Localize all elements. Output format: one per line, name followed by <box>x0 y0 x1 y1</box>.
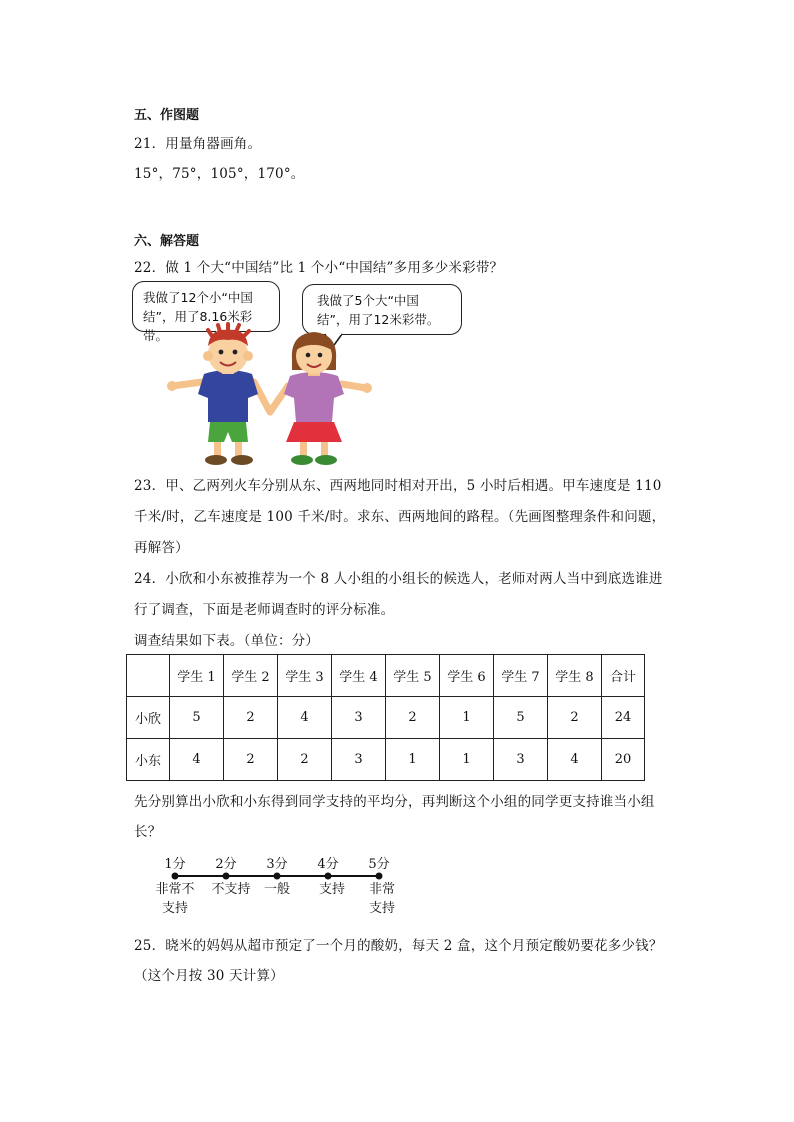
scale-point-2: 2分 <box>215 857 237 872</box>
table-row <box>127 697 645 739</box>
table-cell: 3 <box>332 739 386 781</box>
table-cell: 小东 <box>127 739 170 781</box>
table-header-cell: 学生 1 <box>170 655 224 697</box>
table-cell: 2 <box>386 697 440 739</box>
scale-point-3: 3分 <box>266 857 288 872</box>
table-cell: 1 <box>440 739 494 781</box>
scale-label-5-line-1: 非常 <box>368 882 395 897</box>
section-heading-5: 五、作图题 <box>134 108 200 123</box>
table-header-cell <box>127 655 170 697</box>
scale-label-5 <box>352 880 412 918</box>
score-table <box>126 654 645 781</box>
question-23-line-1: 23．甲、乙两列火车分别从东、西两地同时相对开出，5 小时后相遇。甲车速度是 110 <box>134 478 662 494</box>
table-header-cell: 学生 4 <box>332 655 386 697</box>
girl-bubble-line-2: 结”，用了12米彩带。 <box>317 312 440 327</box>
table-header-cell: 学生 2 <box>224 655 278 697</box>
table-header-cell: 合计 <box>602 655 645 697</box>
table-cell: 4 <box>548 739 602 781</box>
table-caption: 调查结果如下表。（单位：分） <box>134 633 320 649</box>
question-23-line-2: 千米/时，乙车速度是 100 千米/时。求东、西两地间的路程。（先画图整理条件和问题， <box>134 509 666 525</box>
scale-label-1-line-1: 非常不 <box>155 882 195 897</box>
table-header-cell: 学生 7 <box>494 655 548 697</box>
table-cell: 20 <box>602 739 645 781</box>
table-cell: 4 <box>170 739 224 781</box>
table-cell: 5 <box>170 697 224 739</box>
scale-label-4: 支持 <box>318 882 345 897</box>
table-cell: 3 <box>494 739 548 781</box>
question-21-text: 21．用量角器画角。 <box>134 136 262 152</box>
table-header-row <box>127 655 645 697</box>
table-header-cell: 学生 6 <box>440 655 494 697</box>
table-cell: 24 <box>602 697 645 739</box>
scale-label-2: 不支持 <box>211 882 251 897</box>
question-22-text: 22．做 1 个大“中国结”比 1 个小“中国结”多用多少米彩带？ <box>134 260 504 276</box>
question-25-line-2: （这个月按 30 天计算） <box>134 968 284 984</box>
table-cell: 2 <box>224 739 278 781</box>
children-illustration <box>120 270 480 470</box>
table-cell: 4 <box>278 697 332 739</box>
table-cell: 小欣 <box>127 697 170 739</box>
table-header-cell: 学生 3 <box>278 655 332 697</box>
boy-figure <box>167 324 270 465</box>
question-21-angles: 15°，75°，105°，170°。 <box>134 166 305 182</box>
question-25-line-1: 25．晓米的妈妈从超市预定了一个月的酸奶，每天 2 盒，这个月预定酸奶要花多少钱？ <box>134 938 663 954</box>
question-24-after-line-1: 先分别算出小欣和小东得到同学支持的平均分，再判断这个小组的同学更支持谁当小组 <box>134 794 655 810</box>
boy-bubble-line-2: 结”，用了8.16米彩带。 <box>143 309 253 343</box>
question-24-line-2: 行了调查，下面是老师调查时的评分标准。 <box>134 602 395 618</box>
scale-point-1: 1分 <box>164 857 186 872</box>
boy-bubble-line-1: 我做了12个小“中国 <box>143 290 253 305</box>
girl-figure <box>270 332 372 465</box>
scale-label-1-line-2: 支持 <box>161 901 188 916</box>
table-cell: 2 <box>224 697 278 739</box>
question-24-line-1: 24．小欣和小东被推荐为一个 8 人小组的小组长的候选人，老师对两人当中到底选谁进 <box>134 571 663 587</box>
table-header-cell: 学生 5 <box>386 655 440 697</box>
table-cell: 2 <box>548 697 602 739</box>
table-cell: 2 <box>278 739 332 781</box>
scale-point-4: 4分 <box>317 857 339 872</box>
scale-point-5: 5分 <box>368 857 390 872</box>
scale-label-1 <box>145 880 205 918</box>
section-heading-6: 六、解答题 <box>134 234 200 249</box>
table-header-cell: 学生 8 <box>548 655 602 697</box>
scale-label-5-line-2: 支持 <box>368 901 395 916</box>
scale-label-3: 一般 <box>263 882 290 897</box>
table-cell: 1 <box>440 697 494 739</box>
question-23-line-3: 再解答） <box>134 540 189 556</box>
girl-bubble-line-1: 我做了5个大“中国 <box>317 293 419 308</box>
table-cell: 3 <box>332 697 386 739</box>
table-row <box>127 739 645 781</box>
question-24-after-line-2: 长？ <box>134 824 162 840</box>
table-cell: 5 <box>494 697 548 739</box>
table-cell: 1 <box>386 739 440 781</box>
